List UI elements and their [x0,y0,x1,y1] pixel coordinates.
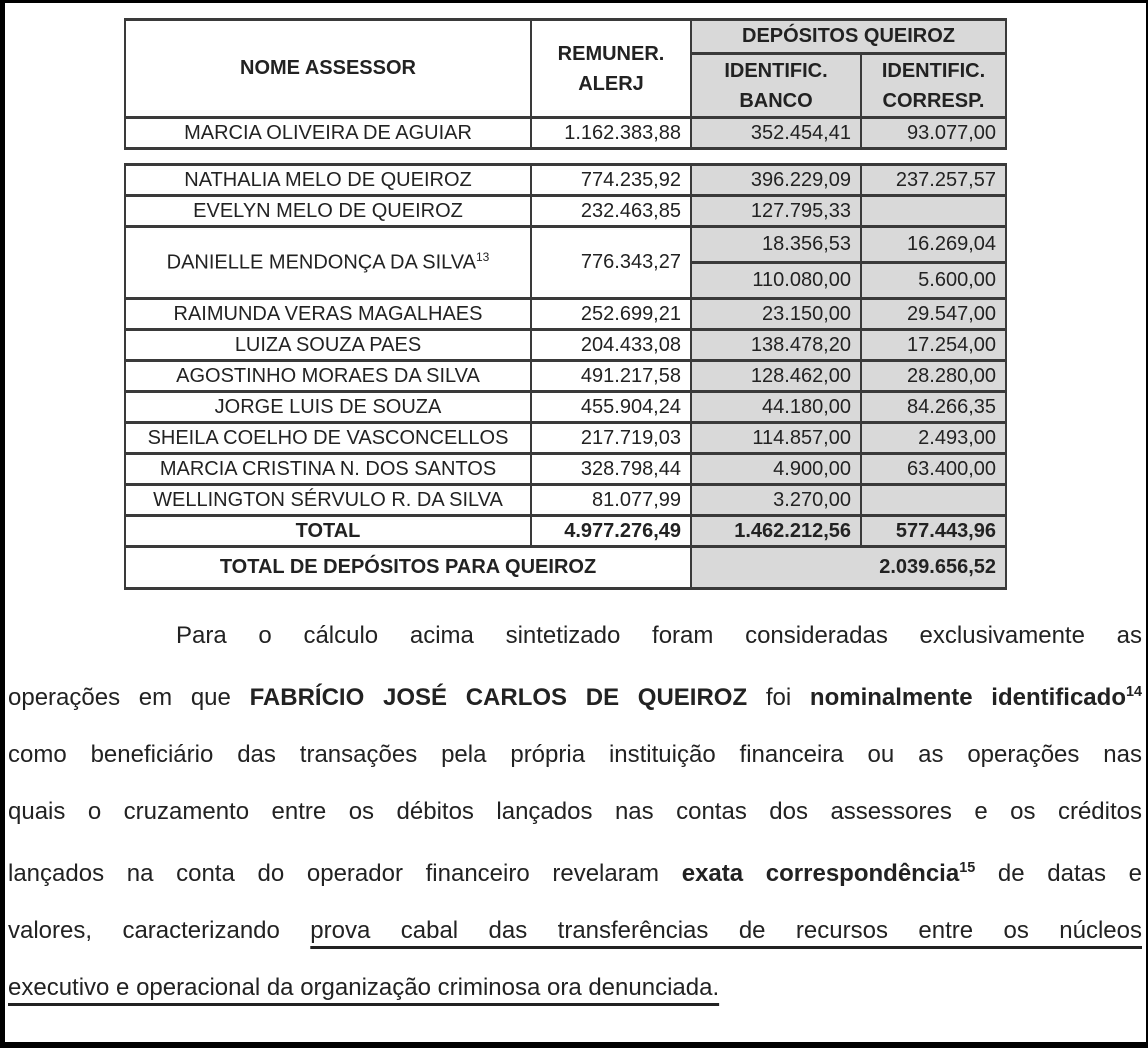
corresp-cell: 28.280,00 [861,361,1006,392]
paragraph-text: nominalmente identificado [809,684,1126,711]
corresp-cell: 84.266,35 [861,392,1006,423]
corresp-cell [861,485,1006,516]
banco-cell: 127.795,33 [691,196,861,227]
corresp-cell: 237.257,57 [861,165,1006,196]
grand-total-row [125,547,1006,589]
paragraph-text: quais o cruzamento entre os débitos lançados nas contas dos assessores e os créditos [8,798,1142,825]
assessor-name-cell: SHEILA COELHO DE VASCONCELLOS [125,423,531,454]
corresp-cell: 29.547,00 [861,299,1006,330]
paragraph-line [8,607,1142,664]
paragraph-text: como beneficiário das transações pela própria instituição financeira ou as operações nas [8,741,1142,768]
assessor-name-cell: EVELYN MELO DE QUEIROZ [125,196,531,227]
banco-cell: 352.454,41 [691,118,861,149]
table-header-row-group [125,20,1006,54]
deposits-table-main-block [124,163,1007,590]
remuner-cell: 776.343,27 [531,227,691,299]
header-banco-line2: BANCO [739,89,813,112]
paragraph-line [8,840,1142,902]
remuner-cell: 455.904,24 [531,392,691,423]
corresp-cell: 17.254,00 [861,330,1006,361]
assessor-name-cell: AGOSTINHO MORAES DA SILVA [125,361,531,392]
banco-cell: 4.900,00 [691,454,861,485]
banco-cell: 18.356,53 [691,227,861,263]
banco-cell: 110.080,00 [691,263,861,299]
table-row [125,165,1006,196]
corresp-cell [861,196,1006,227]
document-page [5,3,1146,1042]
header-corresp-line1: IDENTIFIC. [881,59,986,82]
total-row [125,516,1006,547]
assessor-name-cell: WELLINGTON SÉRVULO R. DA SILVA [125,485,531,516]
grand-total-label-cell: TOTAL DE DEPÓSITOS PARA QUEIROZ [125,547,691,589]
table-totals [125,516,1006,589]
paragraph-line [8,726,1142,783]
total-remuner-cell: 4.977.276,49 [531,516,691,547]
banco-cell: 114.857,00 [691,423,861,454]
remuner-cell: 217.719,03 [531,423,691,454]
remuner-cell: 1.162.383,88 [531,118,691,149]
banco-cell: 396.229,09 [691,165,861,196]
paragraph-text: Para o cálculo acima sintetizado foram consideradas exclusivamente as [176,622,1142,649]
table-row [125,361,1006,392]
paragraph-text: prova cabal das transferências de recursos entre os núcleos [310,917,1142,944]
total-banco-cell: 1.462.212,56 [691,516,861,547]
assessor-name-cell: DANIELLE MENDONÇA DA SILVA$^{13}$ [125,227,531,299]
header-nome-assessor: NOME ASSESSOR [125,20,531,118]
table-row [125,423,1006,454]
header-identific-banco [691,54,861,118]
assessor-name-cell: RAIMUNDA VERAS MAGALHAES [125,299,531,330]
paragraph-line [8,959,1142,1016]
paragraph-line [8,902,1142,959]
assessor-name-cell: LUIZA SOUZA PAES [125,330,531,361]
header-remuner-alerj [531,20,691,118]
corresp-cell: 63.400,00 [861,454,1006,485]
header-depositos-queiroz: DEPÓSITOS QUEIROZ [691,20,1006,54]
footnote-reference: 15 [959,860,976,876]
corresp-cell: 2.493,00 [861,423,1006,454]
banco-cell: 138.478,20 [691,330,861,361]
header-remuner-line1: REMUNER. [557,42,665,65]
remuner-cell: 774.235,92 [531,165,691,196]
banco-cell: 3.270,00 [691,485,861,516]
remuner-cell: 252.699,21 [531,299,691,330]
total-corresp-cell: 577.443,96 [861,516,1006,547]
remuner-cell: 491.217,58 [531,361,691,392]
grand-total-value-cell: 2.039.656,52 [691,547,1006,589]
table-rows [125,165,1006,516]
table-row [125,454,1006,485]
banco-cell: 23.150,00 [691,299,861,330]
assessor-name-cell: NATHALIA MELO DE QUEIROZ [125,165,531,196]
paragraph-text: FABRÍCIO JOSÉ CARLOS DE QUEIROZ [249,684,748,711]
corresp-cell: 5.600,00 [861,263,1006,299]
banco-cell: 44.180,00 [691,392,861,423]
remuner-cell: 81.077,99 [531,485,691,516]
paragraph-text: lançados na conta do operador financeiro revelaram [8,860,682,887]
deposits-table-area [124,18,1146,590]
remuner-cell: 328.798,44 [531,454,691,485]
remuner-cell: 232.463,85 [531,196,691,227]
footnote-reference: 14 [1125,684,1142,700]
table-row [125,299,1006,330]
banco-cell: 128.462,00 [691,361,861,392]
table-row [125,485,1006,516]
corresp-cell: 16.269,04 [861,227,1006,263]
remuner-cell: 204.433,08 [531,330,691,361]
paragraph-text: de datas e [975,860,1142,887]
deposits-table-header-block [124,18,1007,150]
header-banco-line1: IDENTIFIC. [724,59,828,82]
assessor-name-cell: MARCIA OLIVEIRA DE AGUIAR [125,118,531,149]
header-identific-corresp [861,54,1006,118]
body-paragraph [8,607,1142,1016]
header-corresp-line2: CORRESP. [882,89,985,112]
paragraph-line [8,783,1142,840]
paragraph-text: valores, caracterizando [8,917,311,944]
paragraph-text: operações em que [8,684,250,711]
header-remuner-line2: ALERJ [578,72,644,95]
paragraph-line [8,664,1142,726]
paragraph-text: foi [747,684,810,711]
assessor-name-cell: JORGE LUIS DE SOUZA [125,392,531,423]
table-row [125,392,1006,423]
assessor-name-cell: MARCIA CRISTINA N. DOS SANTOS [125,454,531,485]
table-row [125,330,1006,361]
total-label-cell: TOTAL [125,516,531,547]
table-row [125,227,1006,263]
table-row [125,196,1006,227]
table-row-first [125,118,1006,149]
paragraph-text: exata correspondência [681,860,960,887]
paragraph-text: executivo e operacional da organização criminosa ora denunciada. [8,974,720,1001]
corresp-cell: 93.077,00 [861,118,1006,149]
